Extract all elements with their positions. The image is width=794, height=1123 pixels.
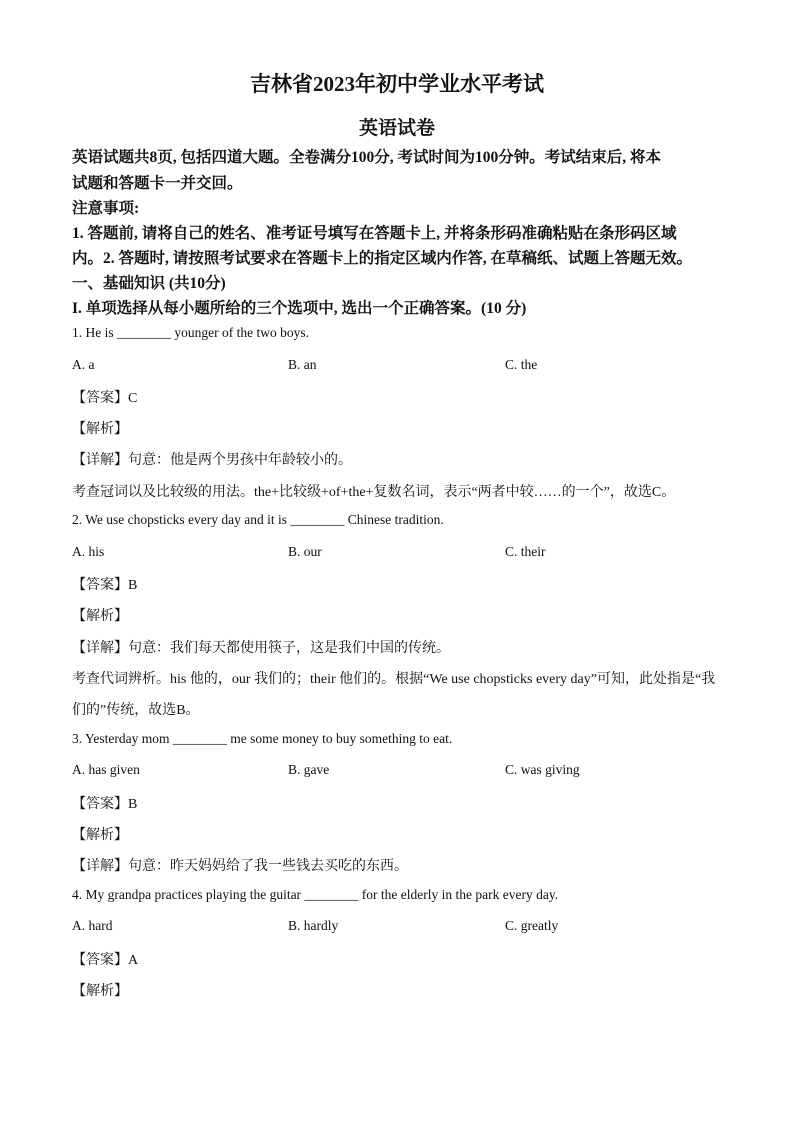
analysis-label: 【解析】 xyxy=(72,422,128,437)
question-stem: 2. We use chopsticks every day and it is ________ Chinese tradition. xyxy=(72,512,444,527)
option-a: A. a xyxy=(72,357,95,372)
option-b: B. an xyxy=(288,357,317,372)
exam-subtitle: 英语试卷 xyxy=(358,118,435,139)
part-title: I. 单项选择从每小题所给的三个选项中, 选出一个正确答案。(10 分) xyxy=(72,300,527,317)
option-c: C. the xyxy=(505,357,538,372)
analysis-label: 【解析】 xyxy=(72,609,128,624)
analysis-label: 【解析】 xyxy=(72,984,128,999)
option-b: B. gave xyxy=(288,762,330,777)
notice-title: 注意事项: xyxy=(72,200,140,217)
notice-line-1: 1. 答题前, 请将自己的姓名、准考证号填写在答题卡上, 并将条形码准确粘贴在条形码区域 xyxy=(72,225,677,242)
section-title: 一、基础知识 (共10分) xyxy=(72,275,226,292)
explanation-line: 考查冠词以及比较级的用法。the+比较级+of+the+复数名词，表示“两者中较……的一个”，故选C。 xyxy=(72,485,676,500)
analysis-label: 【解析】 xyxy=(72,828,128,843)
question-stem: 4. My grandpa practices playing the guitar ________ for the elderly in the park every day. xyxy=(72,887,559,902)
answer-line: 【答案】B xyxy=(72,797,138,812)
explanation-line: 考查代词辨析。his 他的，our 我们的；their 他们的。根据“We use chopsticks every day”可知，此处指是“我 xyxy=(72,672,716,687)
answer-line: 【答案】C xyxy=(72,391,138,406)
detail-line: 【详解】句意：昨天妈妈给了我一些钱去买吃的东西。 xyxy=(72,859,408,874)
option-a: A. has given xyxy=(72,762,140,777)
detail-line: 【详解】句意：我们每天都使用筷子，这是我们中国的传统。 xyxy=(72,641,450,656)
answer-line: 【答案】B xyxy=(72,578,138,593)
option-b: B. our xyxy=(288,544,322,559)
question-stem: 3. Yesterday mom ________ me some money to buy something to eat. xyxy=(72,731,453,746)
option-a: A. hard xyxy=(72,918,113,933)
option-c: C. greatly xyxy=(505,918,559,933)
option-c: C. their xyxy=(505,544,546,559)
option-b: B. hardly xyxy=(288,918,339,933)
explanation-line: 们的”传统，故选B。 xyxy=(72,703,200,718)
answer-line: 【答案】A xyxy=(72,953,139,968)
option-c: C. was giving xyxy=(505,762,580,777)
intro-line-1: 英语试题共8页, 包括四道大题。全卷满分100分, 考试时间为100分钟。考试结束后, 将本 xyxy=(72,149,662,166)
detail-line: 【详解】句意：他是两个男孩中年龄较小的。 xyxy=(72,453,352,468)
notice-line-2: 内。2. 答题时, 请按照考试要求在答题卡上的指定区域内作答, 在草稿纸、试题上答题无效。 xyxy=(72,250,693,267)
question-stem: 1. He is ________ younger of the two boys. xyxy=(72,325,309,340)
exam-title: 吉林省2023年初中学业水平考试 xyxy=(250,72,544,96)
intro-line-2: 试题和答题卡一并交回。 xyxy=(72,175,243,192)
option-a: A. his xyxy=(72,544,105,559)
